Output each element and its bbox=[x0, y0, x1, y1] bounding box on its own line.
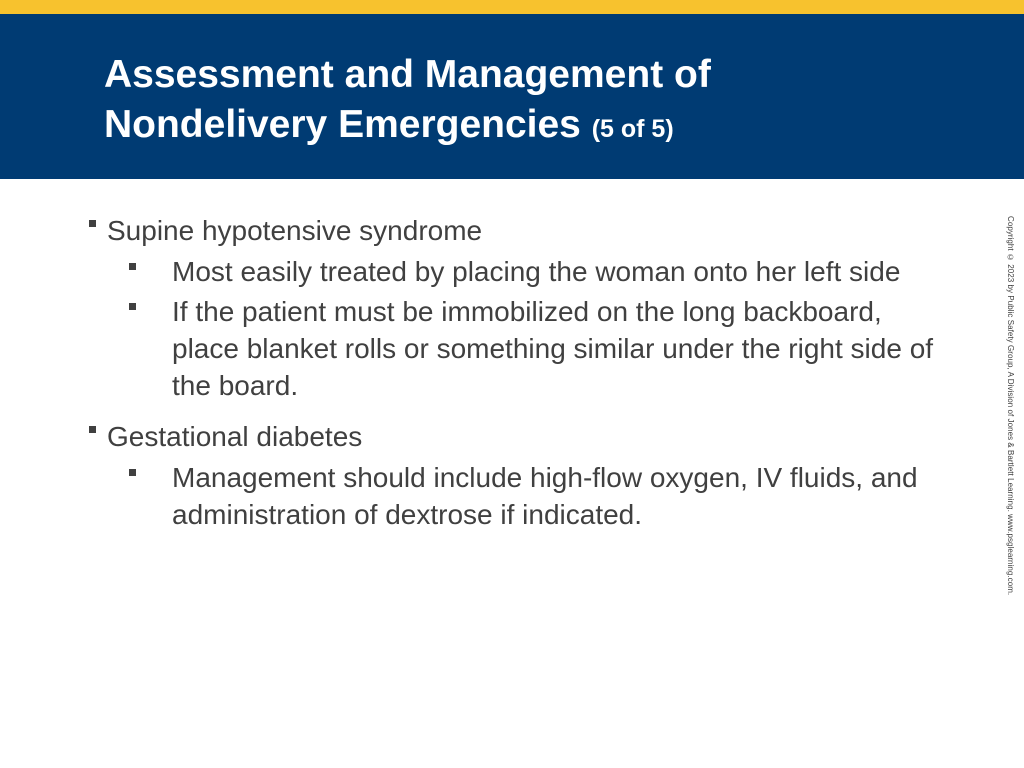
bullet-item bbox=[88, 212, 948, 250]
title-line-2: Nondelivery Emergencies bbox=[104, 103, 581, 146]
title-page-indicator: (5 of 5) bbox=[591, 115, 674, 143]
sub-bullet-text: Most easily treated by placing the woman onto her left side bbox=[172, 256, 901, 287]
bullet-list bbox=[88, 212, 948, 533]
sub-bullet-item bbox=[88, 253, 948, 290]
copyright-notice: Copyright © 2023 by Public Safety Group, A Division of Jones & Bartlett Learning. www.psglearning.com. bbox=[1006, 216, 1015, 596]
square-bullet-icon bbox=[89, 220, 96, 227]
sub-bullet-text: If the patient must be immobilized on the long backboard, place blanket rolls or something similar under the right side of the board. bbox=[172, 296, 934, 401]
square-bullet-icon bbox=[129, 469, 136, 476]
square-bullet-icon bbox=[89, 426, 96, 433]
bullet-item bbox=[88, 418, 948, 456]
title-line-1: Assessment and Management of bbox=[104, 53, 711, 96]
square-bullet-icon bbox=[129, 263, 136, 270]
square-bullet-icon bbox=[129, 303, 136, 310]
slide-title bbox=[104, 50, 711, 154]
sub-bullet-item bbox=[88, 459, 948, 533]
bullet-text: Supine hypotensive syndrome bbox=[107, 215, 483, 246]
sub-bullet-item bbox=[88, 293, 948, 404]
top-accent-stripe bbox=[0, 0, 1024, 14]
sub-bullet-text: Management should include high-flow oxygen, IV fluids, and administration of dextrose if indicated. bbox=[172, 462, 918, 530]
bullet-text: Gestational diabetes bbox=[107, 421, 363, 452]
